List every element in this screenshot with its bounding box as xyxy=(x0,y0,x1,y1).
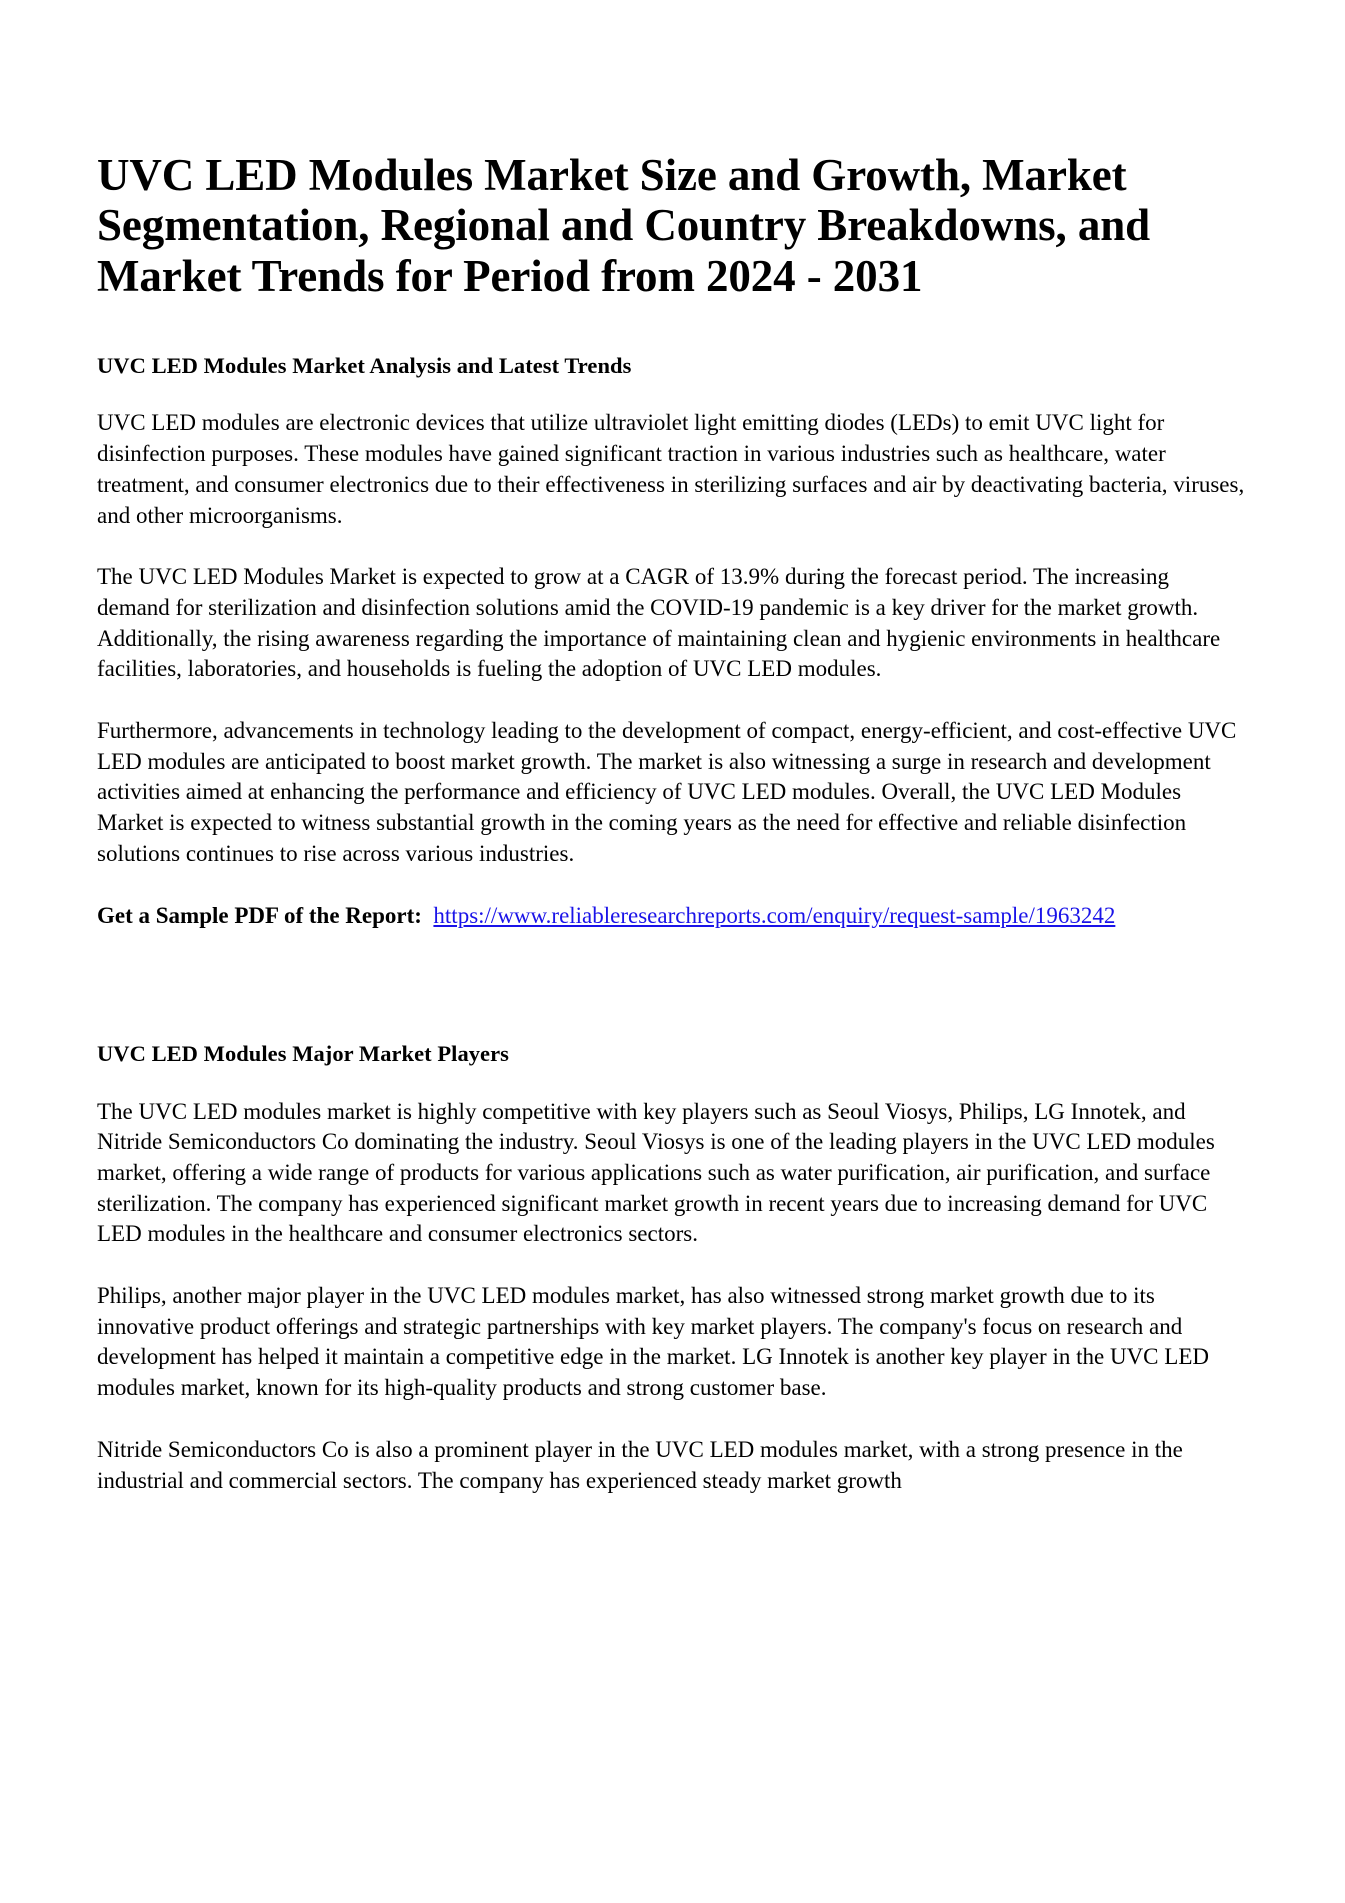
spacer xyxy=(97,1250,1245,1281)
spacer xyxy=(97,685,1245,716)
paragraph-analysis-2: The UVC LED Modules Market is expected to grow at a CAGR of 13.9% during the forecast period. The increasing demand for sterilization and disinfection solutions amid the COVID-19 pandemic is a key driver for the market growth. Additionally, the rising awareness regarding the importance of maintaining clean and hygienic environments in healthcare facilities, laboratories, and households is fueling the adoption of UVC LED modules. xyxy=(97,564,1221,682)
paragraph-analysis-3: Furthermore, advancements in technology leading to the development of compact, energy-efficient, and cost-effective UVC LED modules are anticipated to boost market growth. The market is also witnessing a surge in research and development activities aimed at enhancing the performance and efficiency of UVC LED modules. Overall, the UVC LED Modules Market is expected to witness substantial growth in the coming years as the need for effective and reliable disinfection solutions continues to rise across various industries. xyxy=(97,718,1237,866)
page-title: UVC LED Modules Market Size and Growth, Market Segmentation, Regional and Country Breakdowns, and Market Trends for Period from 2024 - 2031 xyxy=(97,150,1151,301)
spacer xyxy=(97,301,1245,351)
sample-pdf-link[interactable]: https://www.reliableresearchreports.com/enquiry/request-sample/1963242 xyxy=(433,902,1116,928)
spacer xyxy=(97,1069,1245,1097)
paragraph-players-1: The UVC LED modules market is highly competitive with key players such as Seoul Viosys, Philips, LG Innotek, and Nitride Semiconductors Co dominating the industry. Seoul Viosys is one of the leading players in the UVC LED modules market, offering a wide range of products for various applications such as water purification, air purification, and surface sterilization. The company has experienced significant market growth in recent years due to increasing demand for UVC LED modules in the healthcare and consumer electronics sectors. xyxy=(97,1098,1215,1247)
sample-pdf-label: Get a Sample PDF of the Report: xyxy=(97,902,422,928)
section-heading-major-players: UVC LED Modules Major Market Players xyxy=(97,1041,509,1067)
paragraph-players-3: Nitride Semiconductors Co is also a prominent player in the UVC LED modules market, with a strong presence in the industrial and commercial sectors. The company has experienced steady market growth xyxy=(97,1436,1183,1493)
spacer xyxy=(97,870,1245,901)
section-heading-analysis-trends: UVC LED Modules Market Analysis and Latest Trends xyxy=(97,353,632,379)
spacer xyxy=(97,380,1245,408)
section-gap xyxy=(97,931,1245,1039)
paragraph-players-2: Philips, another major player in the UVC LED modules market, has also witnessed strong market growth due to its innovative product offerings and strategic partnerships with key market players. The company's focus on research and development has helped it maintain a competitive edge in the market. LG Innotek is another key player in the UVC LED modules market, known for its high-quality products and strong customer base. xyxy=(97,1283,1209,1401)
spacer xyxy=(97,1404,1245,1435)
spacer xyxy=(97,531,1245,562)
sample-pdf-line xyxy=(97,901,1245,932)
paragraph-analysis-1: UVC LED modules are electronic devices that utilize ultraviolet light emitting diodes (LEDs) to emit UVC light for disinfection purposes. These modules have gained significant traction in various industries such as healthcare, water treatment, and consumer electronics due to their effectiveness in sterilizing surfaces and air by deactivating bacteria, viruses, and other microorganisms. xyxy=(97,410,1245,528)
label-spacer xyxy=(422,903,434,928)
